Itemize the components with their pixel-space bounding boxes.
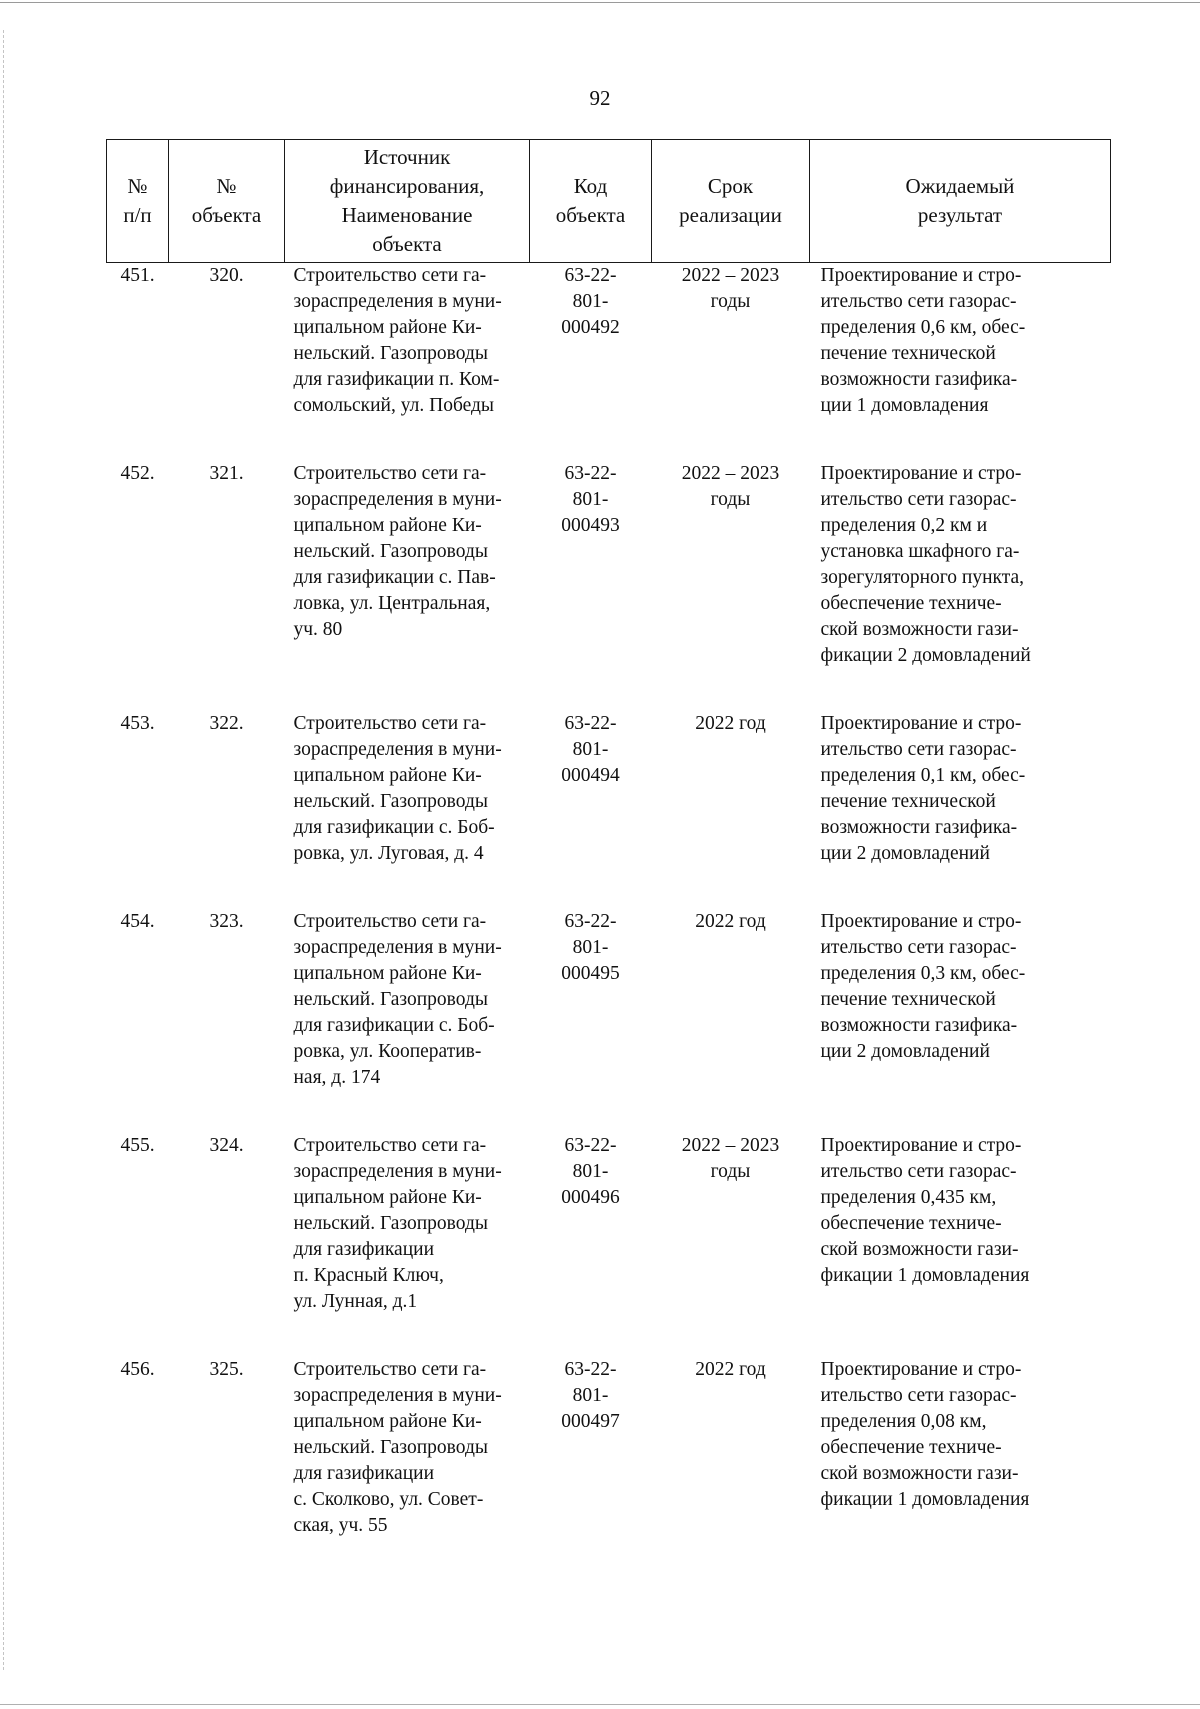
expected-result: Проектирование и стро- ительство сети газорас- пределения 0,6 км, обес- печение технической возможности газифика- ции 1 домовладения [820, 265, 1026, 416]
row-number: 452. [120, 463, 155, 484]
header-implementation-term: Срок реализации [652, 140, 810, 263]
object-number: 325. [209, 1359, 244, 1380]
row-spacer [107, 1091, 1111, 1133]
object-number: 324. [209, 1135, 244, 1156]
row-spacer [107, 419, 1111, 461]
table-header [107, 140, 1111, 263]
object-number: 323. [209, 911, 244, 932]
expected-result: Проектирование и стро- ительство сети газорас- пределения 0,435 км, обеспечение техниче- ской возможности гази- фикации 1 домовладения [820, 1135, 1030, 1286]
object-number: 320. [209, 265, 244, 286]
table-row [107, 1133, 1111, 1315]
object-code: 63-22- 801- 000495 [561, 911, 620, 984]
row-number: 454. [120, 911, 155, 932]
row-number: 453. [120, 713, 155, 734]
header-expected-result: Ожидаемый результат [810, 140, 1111, 263]
object-code: 63-22- 801- 000496 [561, 1135, 620, 1208]
object-name: Строительство сети га- зораспределения в муни- ципальном районе Ки- нельский. Газопроводы для газификации с. Боб- ровка, ул. Кооператив- ная, д. 174 [293, 911, 502, 1088]
table-body [107, 263, 1111, 1540]
row-spacer [107, 669, 1111, 711]
expected-result: Проектирование и стро- ительство сети газорас- пределения 0,1 км, обес- печение технической возможности газифика- ции 2 домовладений [820, 713, 1026, 864]
row-spacer [107, 867, 1111, 909]
row-spacer [107, 1315, 1111, 1357]
row-number: 455. [120, 1135, 155, 1156]
scan-left-edge [3, 30, 4, 1670]
objects-table [106, 139, 1111, 1539]
scan-bottom-edge [0, 1704, 1200, 1705]
implementation-term: 2022 год [695, 1359, 766, 1380]
object-name: Строительство сети га- зораспределения в муни- ципальном районе Ки- нельский. Газопроводы для газификации с. Боб- ровка, ул. Луговая, д. 4 [293, 713, 502, 864]
object-name: Строительство сети га- зораспределения в муни- ципальном районе Ки- нельский. Газопроводы для газификации п. Ком- сомольский, ул. Победы [293, 265, 502, 416]
table-row [107, 1357, 1111, 1539]
object-name: Строительство сети га- зораспределения в муни- ципальном районе Ки- нельский. Газопроводы для газификации п. Красный Ключ, ул. Лунная, д.1 [293, 1135, 502, 1312]
table-row [107, 711, 1111, 867]
row-number: 456. [120, 1359, 155, 1380]
table-row [107, 461, 1111, 669]
header-row-number: № п/п [107, 140, 169, 263]
object-name: Строительство сети га- зораспределения в муни- ципальном районе Ки- нельский. Газопроводы для газификации с. Сколково, ул. Совет- ская, уч. 55 [293, 1359, 502, 1536]
row-number: 451. [120, 265, 155, 286]
object-code: 63-22- 801- 000492 [561, 265, 620, 338]
expected-result: Проектирование и стро- ительство сети газорас- пределения 0,08 км, обеспечение техниче- ской возможности гази- фикации 1 домовладения [820, 1359, 1030, 1510]
expected-result: Проектирование и стро- ительство сети газорас- пределения 0,2 км и установка шкафного га- зорегуляторного пункта, обеспечение техниче- ской возможности гази- фикации 2 домовладений [820, 463, 1031, 666]
expected-result: Проектирование и стро- ительство сети газорас- пределения 0,3 км, обес- печение технической возможности газифика- ции 2 домовладений [820, 911, 1026, 1062]
header-row [107, 140, 1111, 263]
header-object-number: № объекта [169, 140, 285, 263]
object-name: Строительство сети га- зораспределения в муни- ципальном районе Ки- нельский. Газопроводы для газификации с. Пав- ловка, ул. Центральная, уч. 80 [293, 463, 502, 640]
object-number: 321. [209, 463, 244, 484]
page-number: 92 [589, 86, 611, 110]
implementation-term: 2022 год [695, 911, 766, 932]
implementation-term: 2022 – 2023 годы [681, 265, 780, 312]
object-code: 63-22- 801- 000497 [561, 1359, 620, 1432]
scan-top-edge [0, 2, 1200, 3]
implementation-term: 2022 – 2023 годы [681, 1135, 780, 1182]
implementation-term: 2022 – 2023 годы [681, 463, 780, 510]
object-code: 63-22- 801- 000494 [561, 713, 620, 786]
table-row [107, 263, 1111, 420]
implementation-term: 2022 год [695, 713, 766, 734]
header-object-code: Код объекта [530, 140, 652, 263]
object-code: 63-22- 801- 000493 [561, 463, 620, 536]
table-row [107, 909, 1111, 1091]
header-funding-source-name: Источник финансирования, Наименование объекта [285, 140, 530, 263]
object-number: 322. [209, 713, 244, 734]
